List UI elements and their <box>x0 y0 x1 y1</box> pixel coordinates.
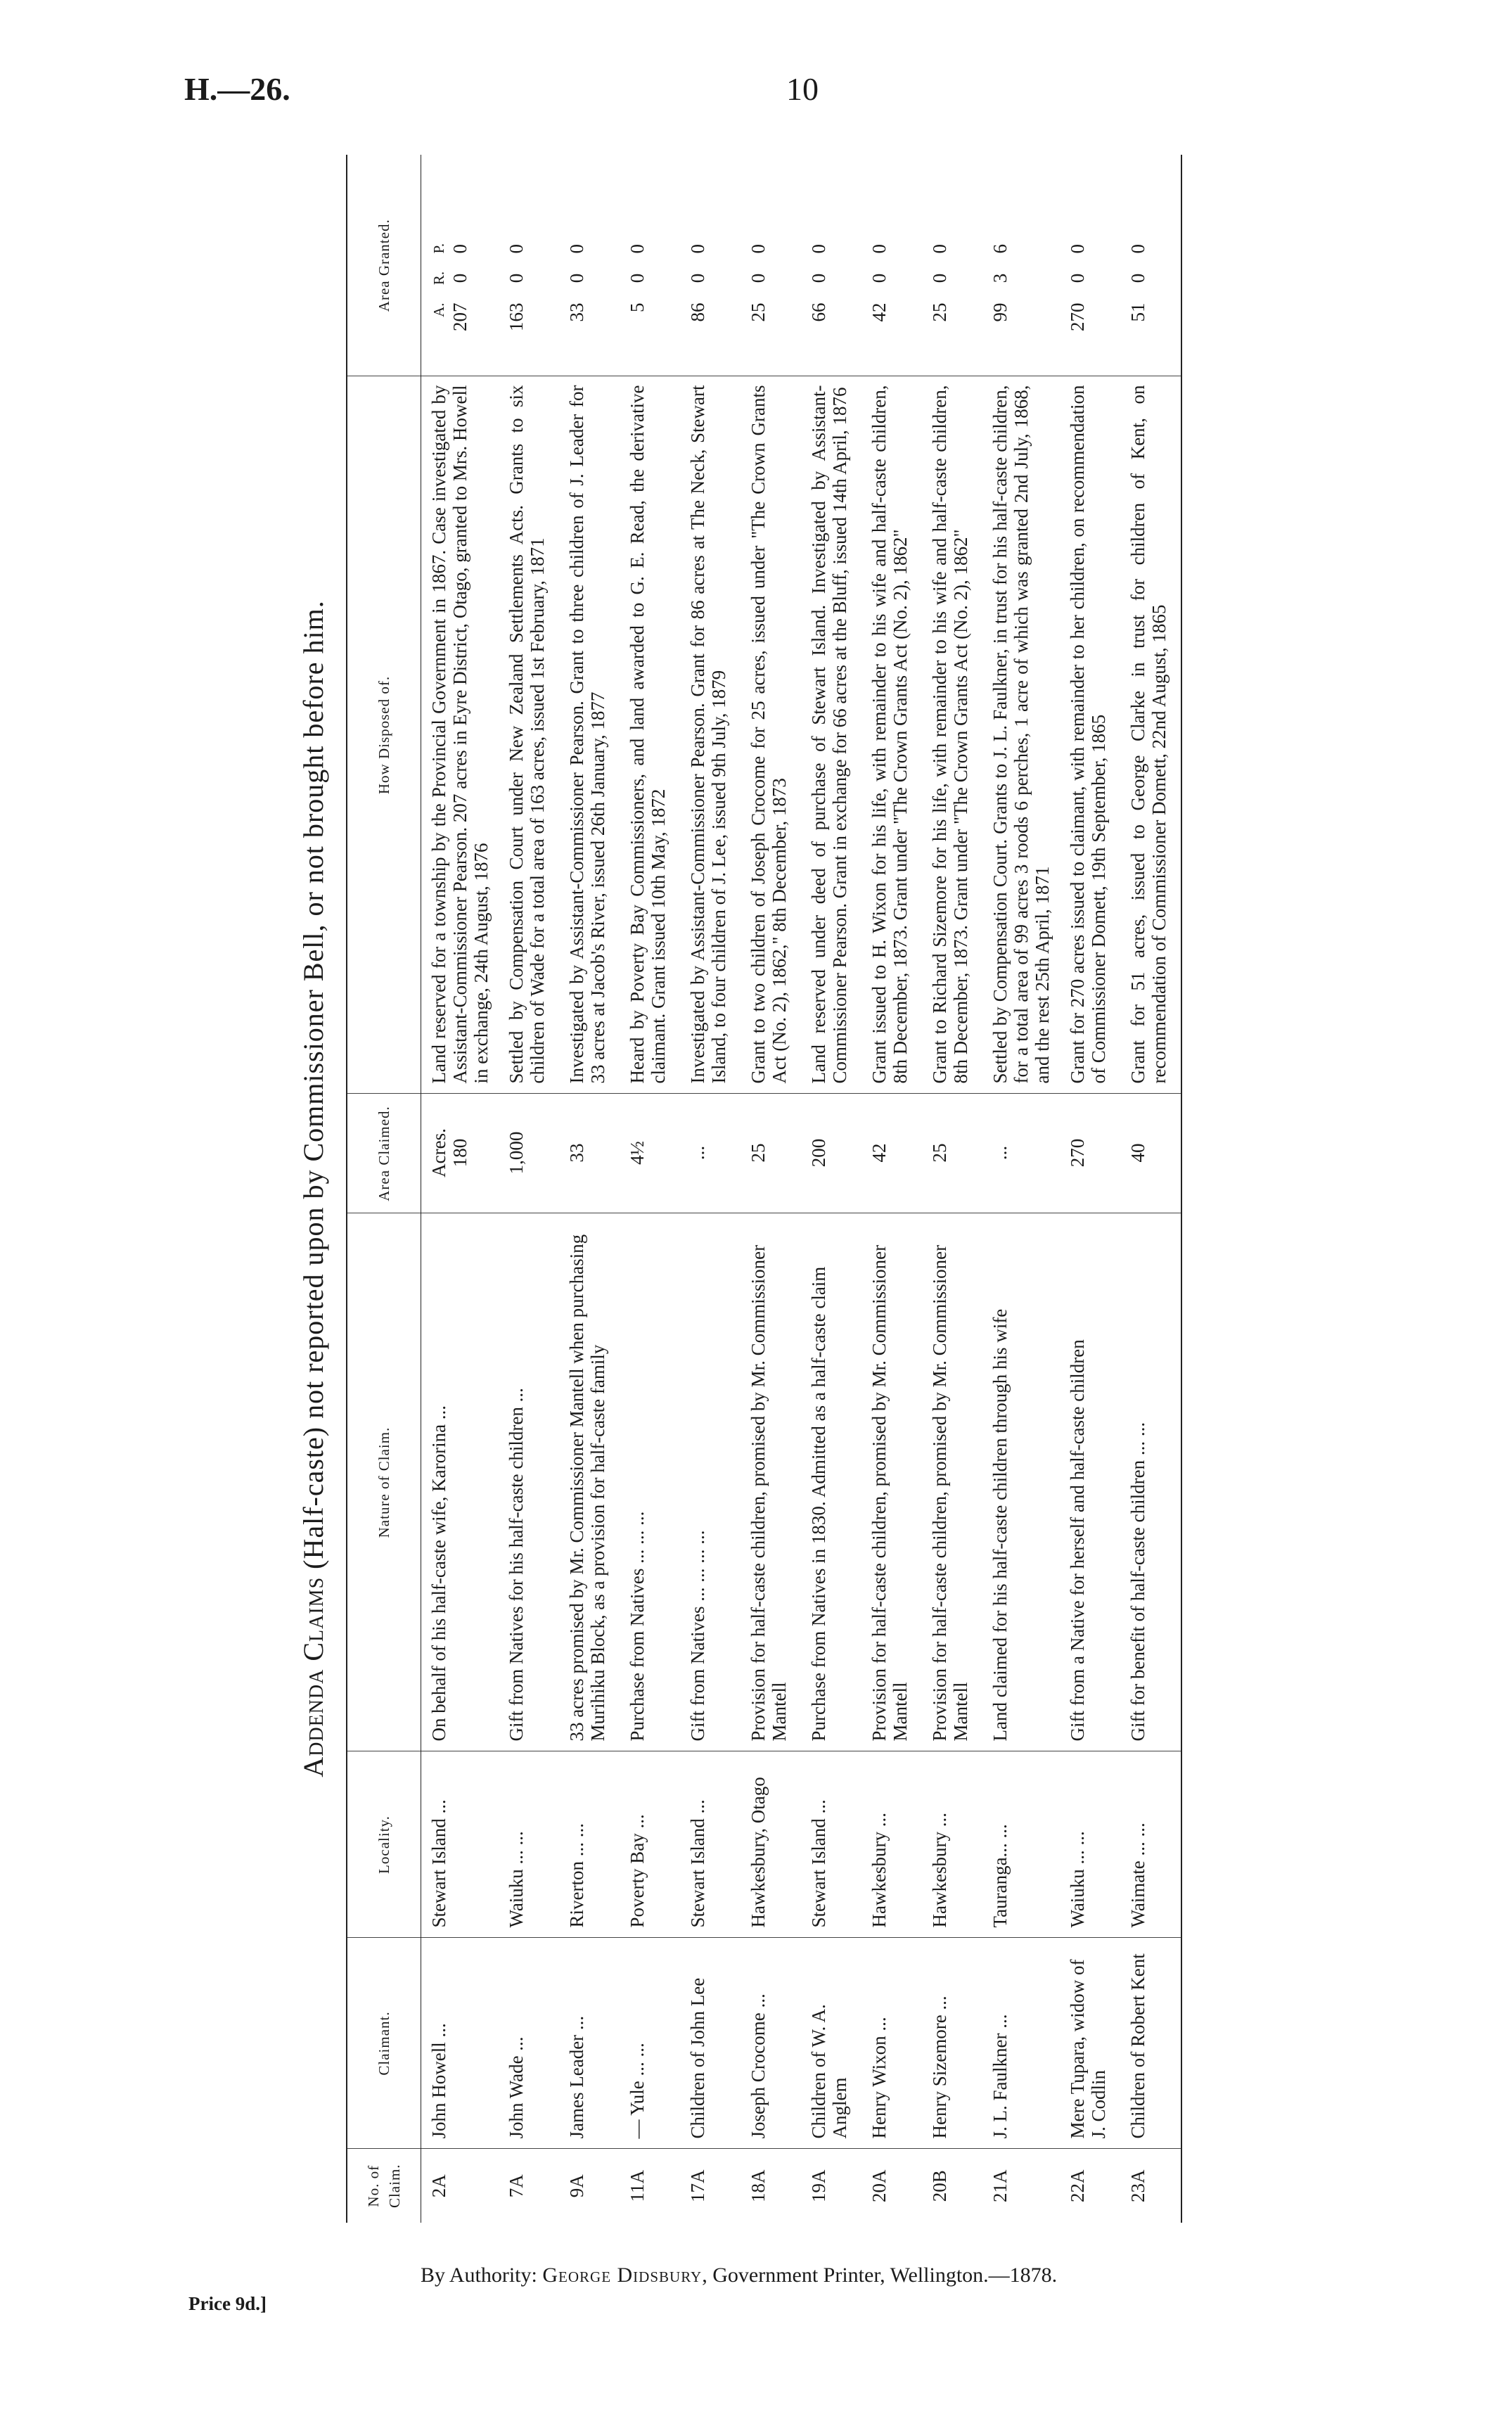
claim-number: 2A <box>428 2174 449 2198</box>
area-granted-r: 0 <box>1127 273 1148 283</box>
area-granted <box>620 155 680 376</box>
claim-number: 22A <box>1067 2169 1088 2202</box>
how-disposed: Grant to two children of Joseph Crocome for 25 acres, issued under "The Crown Grants Act (No. 2), 1862," 8th December, 1873 <box>741 376 801 1094</box>
nature-of-claim: Gift from Natives for his half-caste children ... <box>499 1213 559 1751</box>
area-claimed <box>741 1094 801 1213</box>
area-granted-values <box>808 163 829 366</box>
table-row <box>499 155 559 2223</box>
area-granted-p: 0 <box>506 244 527 254</box>
area-granted-a: 33 <box>566 302 587 322</box>
claim-number: 21A <box>989 2169 1011 2202</box>
area-granted-values <box>566 163 587 366</box>
area-claimed-value: ... <box>687 1145 708 1161</box>
area-granted-units <box>428 163 449 366</box>
area-granted-values <box>627 163 648 366</box>
claim-number: 11A <box>627 2170 648 2202</box>
imprint <box>421 2264 1057 2287</box>
price: Price 9d.] <box>188 2293 267 2314</box>
locality: Stewart Island ... <box>421 1751 499 1938</box>
table-row <box>620 155 680 2223</box>
claim-number: 17A <box>687 2169 708 2202</box>
area-granted-r: 0 <box>869 273 890 283</box>
locality: Waimate ... ... <box>1120 1751 1181 1938</box>
how-disposed: Investigated by Assistant-Commissioner Pearson. Grant for 86 acres at The Neck, Stewart Island, to four children of J. Lee, issued 9th July, 1879 <box>680 376 741 1094</box>
area-granted-r: 0 <box>929 273 950 283</box>
page-number: 10 <box>786 71 819 107</box>
area-granted <box>982 155 1060 376</box>
table-title-rest: (Half-caste) not reported upon by Commissioner Bell, or not brought before him. <box>297 600 329 1577</box>
area-granted-values <box>869 163 890 366</box>
area-granted-values <box>748 163 769 366</box>
area-claimed-value: 4½ <box>627 1141 648 1165</box>
area-granted-a: 5 <box>627 302 648 312</box>
locality: Poverty Bay ... <box>620 1751 680 1938</box>
col-header-area-granted: Area Granted. <box>347 155 421 376</box>
imprint-suffix: , Government Printer, Wellington.—1878. <box>702 2264 1058 2287</box>
locality: Stewart Island ... <box>801 1751 861 1938</box>
area-granted-p: 0 <box>627 244 648 254</box>
nature-of-claim: Gift from a Native for herself and half-caste children <box>1060 1213 1120 1751</box>
area-granted-p: 0 <box>929 244 950 254</box>
claim-number: 19A <box>808 2169 829 2202</box>
area-granted <box>421 155 499 376</box>
locality: Riverton ... ... <box>559 1751 620 1938</box>
how-disposed: Investigated by Assistant-Commissioner Pearson. Grant to three children of J. Leader for 33 acres at Jacob's River, issued 26th January, 1877 <box>559 376 620 1094</box>
table-header-row <box>347 155 421 2223</box>
col-header-locality: Locality. <box>347 1751 421 1938</box>
area-granted-a: 99 <box>989 302 1011 322</box>
area-granted <box>922 155 982 376</box>
claimant: Henry Wixon ... <box>861 1938 922 2149</box>
nature-of-claim: Purchase from Natives ... ... ... <box>620 1213 680 1751</box>
nature-of-claim: Gift for benefit of half-caste children ... ... <box>1120 1213 1181 1751</box>
table-row <box>1120 155 1181 2223</box>
area-claimed <box>421 1094 499 1213</box>
area-granted <box>680 155 741 376</box>
claimant: James Leader ... <box>559 1938 620 2149</box>
how-disposed: Grant for 270 acres issued to claimant, with remainder to her children, on recommendation of Commissioner Domett, 19th September, 1865 <box>1060 376 1120 1094</box>
locality: Hawkesbury ... <box>861 1751 922 1938</box>
page-code: H.—26. <box>184 71 290 107</box>
area-granted-a: 25 <box>748 302 769 322</box>
area-granted-r: 0 <box>449 273 470 283</box>
area-granted-a: 42 <box>869 302 890 322</box>
area-granted <box>499 155 559 376</box>
table-row <box>741 155 801 2223</box>
area-claimed <box>559 1094 620 1213</box>
imprint-prefix: By Authority: <box>421 2264 543 2287</box>
area-granted-values <box>1067 163 1088 366</box>
locality: Tauranga... ... <box>982 1751 1060 1938</box>
claim-number: 7A <box>506 2174 527 2198</box>
area-granted <box>801 155 861 376</box>
claim-number: 20A <box>869 2169 890 2202</box>
area-granted-p: 0 <box>449 244 470 254</box>
claimant: John Howell ... <box>421 1938 499 2149</box>
area-granted-p: 0 <box>808 244 829 254</box>
claimant: John Wade ... <box>499 1938 559 2149</box>
area-granted <box>741 155 801 376</box>
how-disposed: Land reserved under deed of purchase of Stewart Island. Investigated by Assistant-Commissioner Pearson. Grant in exchange for 66 acres at the Bluff, issued 14th April, 1876 <box>801 376 861 1094</box>
area-granted-p: 0 <box>869 244 890 254</box>
table-row <box>680 155 741 2223</box>
how-disposed: Land reserved for a township by the Provincial Government in 1867. Case investigated by Assistant-Commissioner Pearson. 207 acres in Eyre District, Otago, granted to Mrs. Howell in exchange, 24th August, 1876 <box>421 376 499 1094</box>
how-disposed: Grant for 51 acres, issued to George Clarke in trust for children of Kent, on recommendation of Commissioner Domett, 22nd August, 1865 <box>1120 376 1181 1094</box>
table-row <box>559 155 620 2223</box>
nature-of-claim: Provision for half-caste children, promised by Mr. Commissioner Mantell <box>922 1213 982 1751</box>
printer-name: George Didsbury <box>542 2264 703 2287</box>
area-granted-values <box>449 163 470 366</box>
area-granted-r: 0 <box>687 273 708 283</box>
claimant: Mere Tupara, widow of J. Codlin <box>1060 1938 1120 2149</box>
area-granted-a: 207 <box>449 302 470 331</box>
area-claimed-value: ... <box>989 1145 1011 1161</box>
locality: Hawkesbury, Otago <box>741 1751 801 1938</box>
area-claimed <box>861 1094 922 1213</box>
nature-of-claim: Gift from Natives ... ... ... ... <box>680 1213 741 1751</box>
area-claimed <box>982 1094 1060 1213</box>
col-header-claimant: Claimant. <box>347 1938 421 2149</box>
area-granted <box>1120 155 1181 376</box>
area-granted-r: 0 <box>808 273 829 283</box>
area-claimed <box>1060 1094 1120 1213</box>
table-row <box>861 155 922 2223</box>
area-claimed <box>680 1094 741 1213</box>
nature-of-claim: 33 acres promised by Mr. Commissioner Mantell when purchasing Murihiku Block, as a provision for half-caste family <box>559 1213 620 1751</box>
area-granted <box>861 155 922 376</box>
area-granted-r: 0 <box>566 273 587 283</box>
area-granted-a: 25 <box>929 302 950 322</box>
table-row <box>801 155 861 2223</box>
claim-number: 9A <box>566 2174 587 2198</box>
col-header-nature: Nature of Claim. <box>347 1213 421 1751</box>
locality: Hawkesbury ... <box>922 1751 982 1938</box>
table-row <box>421 155 499 2223</box>
area-granted-values <box>1127 163 1148 366</box>
area-claimed-value: 180 <box>449 1138 470 1168</box>
area-unit-a: A. <box>430 302 447 317</box>
area-unit-p: P. <box>430 243 447 254</box>
locality: Waiuku ... ... <box>1060 1751 1120 1938</box>
claim-number: 23A <box>1120 2149 1181 2223</box>
nature-of-claim: Purchase from Natives in 1830. Admitted as a half-caste claim <box>801 1213 861 1751</box>
area-granted-a: 66 <box>808 302 829 322</box>
area-claimed-value: 25 <box>748 1143 769 1163</box>
table-row <box>922 155 982 2223</box>
how-disposed: Heard by Poverty Bay Commissioners, and land awarded to G. E. Read, the derivative claimant. Grant issued 10th May, 1872 <box>620 376 680 1094</box>
table-row <box>1060 155 1120 2223</box>
claimant: — Yule ... ... <box>620 1938 680 2149</box>
claimant: J. L. Faulkner ... <box>982 1938 1060 2149</box>
area-granted-r: 0 <box>627 273 648 283</box>
area-granted <box>559 155 620 376</box>
area-granted-p: 0 <box>566 244 587 254</box>
table-row <box>982 155 1060 2223</box>
claimant: Joseph Crocome ... <box>741 1938 801 2149</box>
area-claimed-value: 40 <box>1127 1143 1148 1163</box>
area-claimed <box>922 1094 982 1213</box>
area-granted <box>1060 155 1120 376</box>
area-granted-r: 0 <box>1067 273 1088 283</box>
area-claimed-unit: Acres. <box>428 1128 449 1177</box>
claim-number: 20B <box>929 2170 950 2202</box>
rotated-table-block <box>281 155 1347 2223</box>
area-granted-a: 51 <box>1127 302 1148 322</box>
area-claimed-value: 1,000 <box>506 1131 527 1175</box>
area-granted-p: 0 <box>1067 244 1088 254</box>
claimant: Children of W. A. Anglem <box>801 1938 861 2149</box>
area-claimed-value: 25 <box>929 1143 950 1163</box>
col-header-area-claimed: Area Claimed. <box>347 1094 421 1213</box>
area-claimed <box>801 1094 861 1213</box>
how-disposed: Grant issued to H. Wixon for his life, with remainder to his wife and half-caste children, 8th December, 1873. Grant under "The Crown Grants Act (No. 2), 1862" <box>861 376 922 1094</box>
area-granted-p: 0 <box>1127 244 1148 254</box>
area-claimed <box>499 1094 559 1213</box>
area-claimed-value: 33 <box>566 1143 587 1163</box>
area-granted-values <box>687 163 708 366</box>
claim-number: 18A <box>748 2169 769 2202</box>
claimant: Children of Robert Kent <box>1120 1938 1181 2149</box>
how-disposed: Settled by Compensation Court. Grants to J. L. Faulkner, in trust for his half-caste children, for a total area of 99 acres 3 roods 6 perches, 1 acre of which was granted 2nd July, 1868, and the rest 25th April, 1871 <box>982 376 1060 1094</box>
how-disposed: Grant to Richard Sizemore for his life, with remainder to his wife and half-caste children, 8th December, 1873. Grant under "The Crown Grants Act (No. 2), 1862" <box>922 376 982 1094</box>
area-claimed <box>620 1094 680 1213</box>
area-granted-values <box>929 163 950 366</box>
claimant: Children of John Lee <box>680 1938 741 2149</box>
area-granted-a: 270 <box>1067 302 1088 331</box>
area-granted-values <box>506 163 527 366</box>
area-granted-r: 0 <box>506 273 527 283</box>
nature-of-claim: Provision for half-caste children, promised by Mr. Commissioner Mantell <box>741 1213 801 1751</box>
area-granted-r: 3 <box>989 273 1011 283</box>
area-unit-r: R. <box>430 271 447 286</box>
col-header-how: How Disposed of. <box>347 376 421 1094</box>
nature-of-claim: On behalf of his half-caste wife, Karorina ... <box>421 1213 499 1751</box>
area-granted-p: 0 <box>748 244 769 254</box>
area-granted-values <box>989 163 1011 366</box>
area-granted-r: 0 <box>748 273 769 283</box>
claimant: Henry Sizemore ... <box>922 1938 982 2149</box>
area-claimed <box>1120 1094 1181 1213</box>
table-title-caps: Addenda Claims <box>297 1576 329 1777</box>
area-granted-p: 0 <box>687 244 708 254</box>
area-claimed-value: 200 <box>808 1138 829 1168</box>
nature-of-claim: Provision for half-caste children, promised by Mr. Commissioner Mantell <box>861 1213 922 1751</box>
table-title <box>281 155 346 2223</box>
area-granted-a: 86 <box>687 302 708 322</box>
locality: Stewart Island ... <box>680 1751 741 1938</box>
area-claimed-value: 42 <box>869 1143 890 1163</box>
area-claimed-value: 270 <box>1067 1138 1088 1168</box>
area-granted-a: 163 <box>506 302 527 331</box>
how-disposed: Settled by Compensation Court under New Zealand Settlements Acts. Grants to six children of Wade for a total area of 163 acres, issued 1st February, 1871 <box>499 376 559 1094</box>
locality: Waiuku ... ... <box>499 1751 559 1938</box>
nature-of-claim: Land claimed for his half-caste children through his wife <box>982 1213 1060 1751</box>
col-header-no: No. of Claim. <box>347 2149 421 2223</box>
area-granted-p: 6 <box>989 244 1011 254</box>
claims-table <box>346 155 1182 2223</box>
